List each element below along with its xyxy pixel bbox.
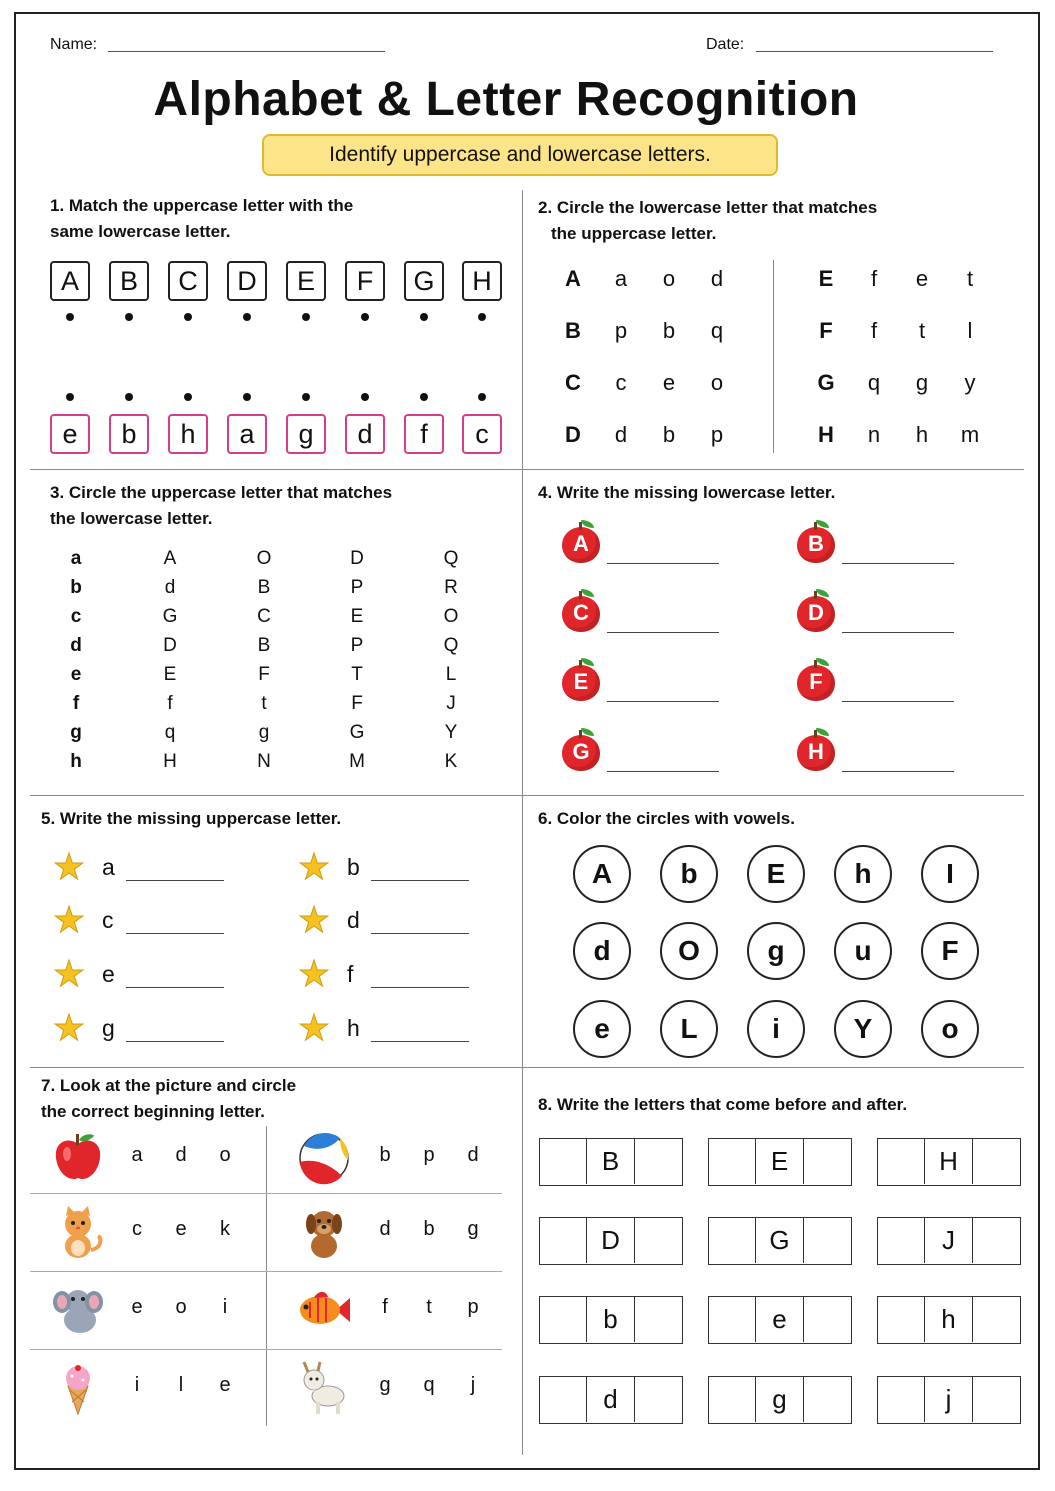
after-blank[interactable] (804, 1139, 850, 1184)
apple-letter: G (572, 739, 590, 764)
lowercase-choice[interactable]: m (960, 422, 980, 447)
after-blank[interactable] (635, 1139, 681, 1184)
letter-choice[interactable]: j (470, 1374, 476, 1396)
ball-icon (296, 1130, 352, 1186)
uppercase-letter: F (819, 318, 833, 343)
letter-choice[interactable]: b (423, 1218, 435, 1240)
uppercase-letter-box: D (227, 261, 267, 301)
uppercase-choice[interactable]: J (446, 693, 456, 714)
lowercase-choice[interactable]: a (614, 266, 628, 291)
uppercase-choice[interactable]: P (350, 635, 364, 656)
answer-line[interactable] (842, 632, 954, 633)
letter-sequence-box (708, 1376, 852, 1424)
answer-line[interactable] (371, 987, 469, 988)
answer-line[interactable] (126, 933, 224, 934)
lowercase-choice[interactable]: q (867, 370, 881, 395)
q7-title: 7. Look at the picture and circle the correct beginning letter. (41, 1076, 297, 1121)
lowercase-choice[interactable]: e (662, 370, 676, 395)
q6-title: 6. Color the circles with vowels. (538, 809, 795, 828)
uppercase-choice[interactable]: D (350, 548, 364, 569)
uppercase-letter: G (817, 370, 835, 395)
letter-choice[interactable]: t (426, 1296, 432, 1318)
q7-divider (266, 1126, 267, 1426)
uppercase-choice[interactable]: Q (443, 548, 459, 569)
letter-circle[interactable]: g (747, 922, 805, 980)
letter-circle[interactable]: i (747, 1000, 805, 1058)
letter-sequence-box (708, 1296, 852, 1344)
given-letter: D (586, 1218, 635, 1263)
after-blank[interactable] (635, 1297, 681, 1342)
letter-choice[interactable]: e (131, 1296, 143, 1318)
star-icon: ★ (297, 1007, 331, 1048)
given-letter: d (586, 1377, 635, 1422)
uppercase-choice[interactable]: K (444, 751, 458, 772)
letter-sequence-box (708, 1138, 852, 1186)
star-icon: ★ (52, 899, 86, 940)
ice-cream-icon (50, 1360, 106, 1416)
lowercase-letter: b (70, 577, 82, 598)
lowercase-choice[interactable]: q (710, 318, 724, 343)
uppercase-letter-box: F (345, 261, 385, 301)
lowercase-choice[interactable]: y (964, 370, 976, 395)
match-dot[interactable] (184, 313, 192, 321)
date-label: Date: (706, 36, 745, 53)
lowercase-choice[interactable]: f (870, 266, 878, 291)
q5-title: 5. Write the missing uppercase letter. (41, 809, 342, 828)
letter-circle[interactable]: h (834, 845, 892, 903)
apple-icon (561, 520, 601, 564)
lowercase-letter: g (70, 722, 82, 743)
star-icon: ★ (297, 846, 331, 887)
letter-sequence-box (539, 1376, 683, 1424)
letter-circle[interactable]: E (747, 845, 805, 903)
lowercase-letter-box: f (404, 414, 444, 454)
lowercase-letter: h (70, 751, 82, 772)
letter-choice[interactable]: g (467, 1218, 479, 1240)
letter-choice[interactable]: d (467, 1144, 479, 1166)
lowercase-choice[interactable]: h (915, 422, 929, 447)
after-blank[interactable] (804, 1377, 850, 1422)
letter-choice[interactable]: g (379, 1374, 391, 1396)
uppercase-choice[interactable]: D (163, 635, 177, 656)
before-blank[interactable] (540, 1218, 586, 1263)
row-divider-2 (30, 795, 1024, 796)
uppercase-choice[interactable]: E (350, 606, 364, 627)
match-dot[interactable] (66, 393, 74, 401)
lowercase-choice[interactable]: g (915, 370, 929, 395)
cat-icon (50, 1204, 106, 1260)
match-dot[interactable] (125, 393, 133, 401)
lowercase-choice[interactable]: o (662, 266, 676, 291)
lowercase-letter: b (347, 854, 360, 880)
letter-choice[interactable]: i (134, 1374, 140, 1396)
apple-letter: D (808, 600, 824, 625)
letter-circle[interactable]: u (834, 922, 892, 980)
lowercase-letter-box: a (227, 414, 267, 454)
uppercase-choice[interactable]: C (257, 606, 271, 627)
uppercase-choice[interactable]: L (445, 664, 457, 685)
star-icon: ★ (52, 953, 86, 994)
star-icon: ★ (297, 953, 331, 994)
lowercase-letter: e (70, 664, 82, 685)
before-blank[interactable] (709, 1218, 755, 1263)
after-blank[interactable] (804, 1297, 850, 1342)
uppercase-letter: C (565, 370, 581, 395)
lowercase-choice[interactable]: t (966, 266, 974, 291)
given-letter: h (924, 1297, 973, 1342)
apple-icon (796, 658, 836, 702)
match-dot[interactable] (243, 313, 251, 321)
letter-circle[interactable]: Y (834, 1000, 892, 1058)
letter-circle[interactable]: d (573, 922, 631, 980)
lowercase-choice[interactable]: c (615, 370, 627, 395)
letter-choice[interactable]: e (175, 1218, 187, 1240)
elephant-icon (50, 1282, 106, 1338)
after-blank[interactable] (973, 1218, 1019, 1263)
uppercase-choice[interactable]: G (349, 722, 365, 743)
uppercase-letter: D (565, 422, 581, 447)
apple-icon (796, 589, 836, 633)
given-letter: b (586, 1297, 635, 1342)
letter-sequence-box (708, 1217, 852, 1265)
lowercase-letter-box: d (345, 414, 385, 454)
match-dot[interactable] (478, 393, 486, 401)
answer-line[interactable] (607, 771, 719, 772)
letter-choice[interactable]: q (423, 1374, 435, 1396)
answer-line[interactable] (842, 771, 954, 772)
given-letter: e (755, 1297, 804, 1342)
letter-sequence-box (539, 1217, 683, 1265)
subtitle-banner: Identify uppercase and lowercase letters. (262, 134, 778, 176)
uppercase-choice[interactable]: F (351, 693, 363, 714)
apple-icon (561, 658, 601, 702)
letter-choice[interactable]: o (219, 1144, 231, 1166)
q7-row-divider (30, 1271, 502, 1272)
letter-sequence-box (877, 1138, 1021, 1186)
uppercase-choice[interactable]: g (258, 722, 270, 743)
match-dot[interactable] (361, 393, 369, 401)
match-dot[interactable] (302, 393, 310, 401)
uppercase-choice[interactable]: T (351, 664, 363, 685)
letter-choice[interactable]: b (379, 1144, 391, 1166)
uppercase-choice[interactable]: E (163, 664, 177, 685)
answer-line[interactable] (607, 632, 719, 633)
letter-sequence-box (539, 1138, 683, 1186)
letter-choice[interactable]: k (220, 1218, 230, 1240)
uppercase-choice[interactable]: O (443, 606, 459, 627)
answer-line[interactable] (126, 880, 224, 881)
star-icon: ★ (52, 846, 86, 887)
lowercase-letter: c (102, 907, 114, 933)
goat-icon (296, 1360, 352, 1416)
uppercase-choice[interactable]: B (257, 635, 271, 656)
lowercase-letter: g (102, 1015, 115, 1041)
q1-title: 1. Match the uppercase letter with the same lowercase letter. (50, 196, 354, 241)
before-blank[interactable] (878, 1377, 924, 1422)
lowercase-letter: a (70, 548, 82, 569)
letter-choice[interactable]: e (219, 1374, 231, 1396)
q7-row-divider (30, 1349, 502, 1350)
letter-sequence-box (877, 1217, 1021, 1265)
uppercase-choice[interactable]: N (257, 751, 271, 772)
q3-title: 3. Circle the uppercase letter that matches the lowercase letter. (50, 483, 393, 528)
letter-circle[interactable]: I (921, 845, 979, 903)
apple-letter: A (573, 531, 589, 556)
uppercase-choice[interactable]: t (261, 693, 267, 714)
uppercase-choice[interactable]: B (257, 577, 271, 598)
letter-choice[interactable]: i (222, 1296, 228, 1318)
after-blank[interactable] (973, 1139, 1019, 1184)
apple-letter: F (809, 669, 823, 694)
page-title: Alphabet & Letter Recognition (153, 73, 859, 126)
uppercase-choice[interactable]: M (349, 751, 365, 772)
star-icon: ★ (297, 899, 331, 940)
uppercase-letter-box: A (50, 261, 90, 301)
letter-choice[interactable]: d (379, 1218, 391, 1240)
lowercase-letter-box: g (286, 414, 326, 454)
match-dot[interactable] (361, 313, 369, 321)
match-dot[interactable] (125, 313, 133, 321)
lowercase-choice[interactable]: f (870, 318, 878, 343)
lowercase-choice[interactable]: e (915, 266, 929, 291)
before-blank[interactable] (878, 1218, 924, 1263)
lowercase-letter: c (70, 606, 82, 627)
lowercase-letter: e (102, 961, 115, 987)
answer-line[interactable] (842, 701, 954, 702)
after-blank[interactable] (973, 1297, 1019, 1342)
uppercase-letter-box: E (286, 261, 326, 301)
uppercase-choice[interactable]: P (350, 577, 364, 598)
answer-line[interactable] (371, 1041, 469, 1042)
before-blank[interactable] (878, 1139, 924, 1184)
letter-choice[interactable]: c (132, 1218, 142, 1240)
letter-sequence-box (877, 1296, 1021, 1344)
uppercase-letter-box: H (462, 261, 502, 301)
apple-icon (796, 728, 836, 772)
before-blank[interactable] (540, 1297, 586, 1342)
answer-line[interactable] (126, 1041, 224, 1042)
match-dot[interactable] (184, 393, 192, 401)
letter-sequence-box (877, 1376, 1021, 1424)
answer-line[interactable] (371, 933, 469, 934)
uppercase-letter: A (565, 266, 581, 291)
lowercase-choice[interactable]: p (710, 422, 724, 447)
name-label: Name: (50, 36, 98, 53)
name-field[interactable] (108, 51, 385, 52)
answer-line[interactable] (842, 563, 954, 564)
fish-icon (296, 1282, 352, 1338)
letter-choice[interactable]: a (131, 1144, 143, 1166)
lowercase-letter: f (72, 693, 80, 714)
lowercase-letter-box: c (462, 414, 502, 454)
uppercase-choice[interactable]: q (164, 722, 176, 743)
letter-choice[interactable]: d (175, 1144, 187, 1166)
uppercase-letter-box: G (404, 261, 444, 301)
q7-row-divider (30, 1193, 502, 1194)
lowercase-letter-box: e (50, 414, 90, 454)
uppercase-letter: H (818, 422, 834, 447)
lowercase-choice[interactable]: d (614, 422, 628, 447)
given-letter: G (755, 1218, 804, 1263)
letter-circle[interactable]: e (573, 1000, 631, 1058)
match-dot[interactable] (420, 393, 428, 401)
lowercase-choice[interactable]: n (867, 422, 881, 447)
uppercase-choice[interactable]: Y (444, 722, 458, 743)
letter-choice[interactable]: p (467, 1296, 479, 1318)
apple-icon (561, 728, 601, 772)
uppercase-choice[interactable]: f (167, 693, 173, 714)
apple-icon (796, 520, 836, 564)
uppercase-choice[interactable]: d (164, 577, 176, 598)
after-blank[interactable] (635, 1377, 681, 1422)
q8-title: 8. Write the letters that come before and after. (538, 1095, 908, 1114)
match-dot[interactable] (302, 313, 310, 321)
lowercase-letter: f (347, 961, 354, 987)
letter-choice[interactable]: p (423, 1144, 435, 1166)
after-blank[interactable] (804, 1218, 850, 1263)
lowercase-choice[interactable]: o (710, 370, 724, 395)
letter-circle[interactable]: o (921, 1000, 979, 1058)
uppercase-letter-box: B (109, 261, 149, 301)
q4-title: 4. Write the missing lowercase letter. (538, 483, 836, 502)
apple-letter: E (573, 669, 589, 694)
lowercase-letter: a (102, 854, 115, 880)
before-blank[interactable] (709, 1297, 755, 1342)
lowercase-choice[interactable]: p (614, 318, 628, 343)
letter-choice[interactable]: f (382, 1296, 388, 1318)
column-divider (522, 190, 523, 1455)
row-divider-1 (30, 469, 1024, 470)
match-dot[interactable] (66, 313, 74, 321)
before-blank[interactable] (540, 1377, 586, 1422)
lowercase-letter-box: b (109, 414, 149, 454)
date-field[interactable] (756, 51, 993, 52)
after-blank[interactable] (635, 1218, 681, 1263)
letter-circle[interactable]: A (573, 845, 631, 903)
answer-line[interactable] (126, 987, 224, 988)
lowercase-letter: h (347, 1015, 360, 1041)
lowercase-choice[interactable]: t (918, 318, 926, 343)
answer-line[interactable] (607, 563, 719, 564)
row-divider-3 (30, 1067, 1024, 1068)
uppercase-choice[interactable]: O (256, 548, 272, 569)
before-blank[interactable] (878, 1297, 924, 1342)
after-blank[interactable] (973, 1377, 1019, 1422)
uppercase-choice[interactable]: A (163, 548, 177, 569)
q2-title: 2. Circle the lowercase letter that matches the uppercase letter. (538, 198, 878, 243)
letter-circle[interactable]: b (660, 845, 718, 903)
letter-circle[interactable]: O (660, 922, 718, 980)
dog-icon (296, 1204, 352, 1260)
uppercase-letter: E (818, 266, 834, 291)
uppercase-choice[interactable]: H (163, 751, 177, 772)
match-dot[interactable] (243, 393, 251, 401)
lowercase-choice[interactable]: l (967, 318, 973, 343)
lowercase-letter: d (347, 907, 360, 933)
uppercase-choice[interactable]: F (258, 664, 270, 685)
given-letter: j (924, 1377, 973, 1422)
letter-sequence-box (539, 1296, 683, 1344)
letter-circle[interactable]: F (921, 922, 979, 980)
uppercase-choice[interactable]: R (444, 577, 458, 598)
letter-choice[interactable]: o (175, 1296, 187, 1318)
uppercase-choice[interactable]: Q (443, 635, 459, 656)
match-dot[interactable] (478, 313, 486, 321)
before-blank[interactable] (709, 1139, 755, 1184)
uppercase-letter-box: C (168, 261, 208, 301)
answer-line[interactable] (607, 701, 719, 702)
lowercase-letter-box: h (168, 414, 208, 454)
lowercase-choice[interactable]: b (662, 422, 676, 447)
before-blank[interactable] (709, 1377, 755, 1422)
apple-icon (561, 589, 601, 633)
uppercase-letter: B (565, 318, 581, 343)
before-blank[interactable] (540, 1139, 586, 1184)
lowercase-choice[interactable]: d (710, 266, 724, 291)
match-dot[interactable] (420, 313, 428, 321)
uppercase-choice[interactable]: G (162, 606, 178, 627)
apple-letter: C (573, 600, 589, 625)
lowercase-choice[interactable]: b (662, 318, 676, 343)
given-letter: E (755, 1139, 804, 1184)
lowercase-letter: d (70, 635, 82, 656)
star-icon: ★ (52, 1007, 86, 1048)
given-letter: B (586, 1139, 635, 1184)
answer-line[interactable] (371, 880, 469, 881)
apple-letter: B (808, 531, 824, 556)
given-letter: J (924, 1218, 973, 1263)
letter-choice[interactable]: l (178, 1374, 184, 1396)
apple-letter: H (808, 739, 824, 764)
given-letter: g (755, 1377, 804, 1422)
given-letter: H (924, 1139, 973, 1184)
q2-divider (773, 260, 774, 453)
letter-circle[interactable]: L (660, 1000, 718, 1058)
apple-icon (50, 1130, 106, 1186)
